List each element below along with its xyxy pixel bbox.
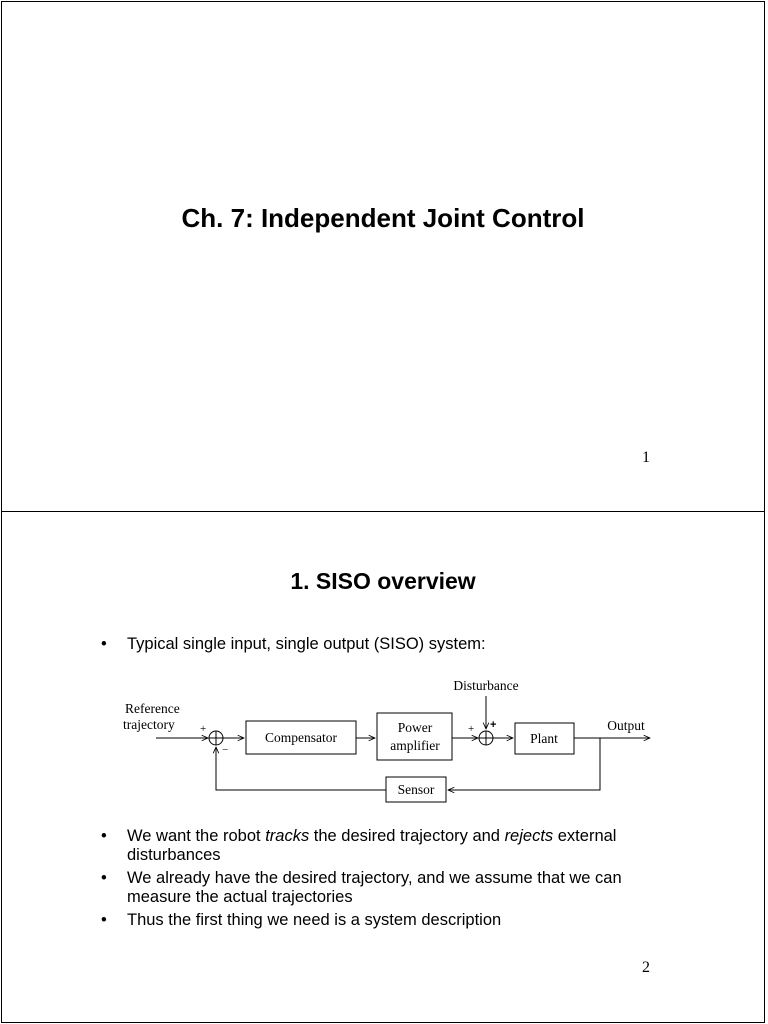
sensor-label: Sensor xyxy=(397,782,435,797)
disturbance-label: Disturbance xyxy=(453,678,519,693)
bullet-emphasis: rejects xyxy=(504,827,554,845)
power-amplifier-label-line2: amplifier xyxy=(390,738,440,753)
bullet-text: external disturbances xyxy=(127,827,617,864)
summing-junction-1 xyxy=(209,731,223,745)
slide-1 xyxy=(1,1,765,512)
sum2-plus-left-sign: + xyxy=(468,723,475,735)
power-amplifier-label-line1: Power xyxy=(397,720,433,735)
bullet-text: We already have the desired trajectory, and we assume that we can measure the actual trajectories xyxy=(127,869,622,906)
intro-bullet-list xyxy=(100,635,680,654)
slide-1-page-number: 1 xyxy=(642,449,650,466)
reference-label-line2: trajectory xyxy=(123,717,175,732)
sum2-plus-top-sign: + xyxy=(490,719,497,731)
intro-bullet: • Typical single input, single output (SISO) system: xyxy=(100,635,680,654)
compensator-label: Compensator xyxy=(265,730,337,745)
bullet-item xyxy=(100,869,680,907)
bullet-emphasis: tracks xyxy=(265,827,310,845)
summing-junction-2 xyxy=(479,731,493,745)
sum1-plus-sign: + xyxy=(200,723,207,735)
bullet-text: We want the robot xyxy=(127,827,266,845)
bullet-text: the desired trajectory and xyxy=(309,827,505,845)
bullet-text: Thus the first thing we need is a system description xyxy=(127,911,502,929)
reference-label-line1: Reference xyxy=(125,701,180,716)
sum1-minus-sign: − xyxy=(222,744,229,756)
bullet-item xyxy=(100,827,680,865)
slide-1-title: Ch. 7: Independent Joint Control xyxy=(181,203,585,233)
main-bullet-list xyxy=(100,827,680,934)
siso-block-diagram xyxy=(120,670,654,812)
slide-2-page-number: 2 xyxy=(642,959,650,976)
slide-2-title: 1. SISO overview xyxy=(290,568,476,594)
slide-2 xyxy=(1,512,765,1023)
bullet-item xyxy=(100,911,680,930)
output-label: Output xyxy=(607,718,645,733)
plant-label: Plant xyxy=(530,731,558,746)
